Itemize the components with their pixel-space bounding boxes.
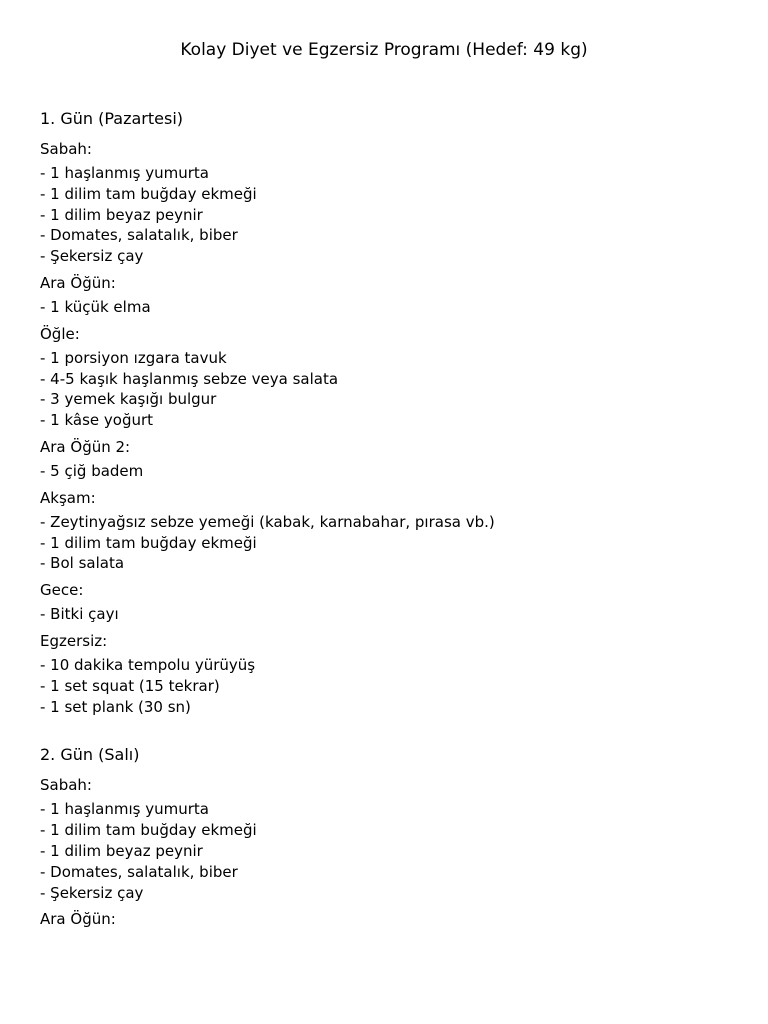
meal-block [40, 139, 740, 267]
list-item: - 1 dilim beyaz peynir [40, 841, 203, 860]
list-item: - 5 çiğ badem [40, 461, 144, 480]
list-item: - 3 yemek kaşığı bulgur [40, 390, 217, 409]
meal-label: Ara Öğün: [40, 910, 116, 929]
list-item: - 1 dilim beyaz peynir [40, 205, 203, 224]
list-item: - Şekersiz çay [40, 247, 144, 266]
meal-label: Akşam: [40, 488, 96, 507]
list-item: - 1 küçük elma [40, 297, 151, 316]
list-item: - Şekersiz çay [40, 883, 144, 902]
list-item: - 1 haşlanmış yumurta [40, 164, 209, 182]
list-item: - 1 dilim tam buğday ekmeği [40, 821, 257, 840]
meal-label: Ara Öğün 2: [40, 437, 131, 456]
meal-label: Egzersiz: [40, 631, 108, 650]
page-title: Kolay Diyet ve Egzersiz Programı (Hedef: 49 kg) [180, 40, 588, 60]
list-item: - Bitki çayı [40, 605, 119, 624]
list-item: - Bol salata [40, 554, 125, 573]
meal-label: Gece: [40, 581, 84, 600]
list-item: - 4-5 kaşık haşlanmış sebze veya salata [40, 369, 339, 388]
meal-block [40, 437, 740, 482]
meal-label: Sabah: [40, 776, 92, 795]
meal-label: Ara Öğün: [40, 273, 116, 292]
list-item: - Domates, salatalık, biber [40, 226, 238, 245]
day-heading: 2. Gün (Salı) [40, 745, 140, 765]
meal-block [40, 324, 740, 431]
meal-block [40, 631, 740, 717]
meal-block [40, 909, 740, 929]
list-item: - 1 dilim tam buğday ekmeği [40, 533, 257, 552]
list-item: - 1 kâse yoğurt [40, 411, 154, 430]
meal-block [40, 488, 740, 574]
day-section [40, 108, 740, 717]
meal-block [40, 580, 740, 625]
program-content [40, 108, 740, 935]
list-item: - 1 set squat (15 tekrar) [40, 676, 220, 695]
meal-label: Öğle: [40, 324, 80, 343]
day-section [40, 744, 740, 929]
list-item: - Domates, salatalık, biber [40, 862, 238, 881]
list-item: - 1 haşlanmış yumurta [40, 800, 209, 819]
list-item: - 1 set plank (30 sn) [40, 697, 191, 716]
meal-block [40, 273, 740, 318]
meal-block [40, 775, 740, 903]
meal-label: Sabah: [40, 140, 92, 158]
list-item: - 1 porsiyon ızgara tavuk [40, 348, 227, 367]
list-item: - 1 dilim tam buğday ekmeği [40, 184, 257, 203]
day-heading: 1. Gün (Pazartesi) [40, 109, 184, 128]
list-item: - Zeytinyağsız sebze yemeği (kabak, karnabahar, pırasa vb.) [40, 512, 495, 531]
list-item: - 10 dakika tempolu yürüyüş [40, 655, 256, 674]
